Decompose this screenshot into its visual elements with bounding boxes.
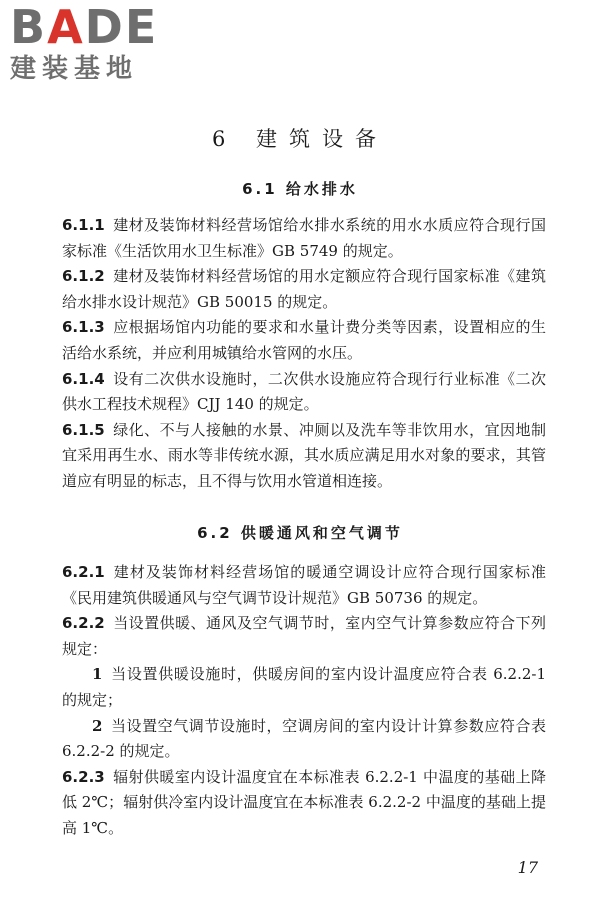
chapter-title: 6 建筑设备 xyxy=(211,127,389,151)
section-6-1-body xyxy=(62,213,546,495)
brand-logo xyxy=(10,0,180,84)
clause-6-1-5: 6.1.5 绿化、不与人接触的水景、冲厕以及洗车等非饮用水，宜因地制宜采用再生水、雨水等非传统水源，其水质应满足用水对象的要求，其管道应有明显的标志，且不得与饮用水管道相连接。 xyxy=(62,420,546,490)
clause-6-2-2-item-1: 1 当设置供暖设施时，供暖房间的室内设计温度应符合表 6.2.2-1 的规定； xyxy=(62,665,546,709)
section-title-6-1: 6.1 给水排水 xyxy=(242,180,358,198)
section-6-2-body xyxy=(62,560,546,842)
clause-6-2-1: 6.2.1 建材及装饰材料经营场馆的暖通空调设计应符合现行国家标准《民用建筑供暖通风与空气调节设计规范》GB 50736 的规定。 xyxy=(62,563,546,607)
clause-6-2-3: 6.2.3 辐射供暖室内设计温度宜在本标准表 6.2.2-1 中温度的基础上降低 2℃；辐射供冷室内设计温度宜在本标准表 6.2.2-2 中温度的基础上提高 1℃。 xyxy=(62,767,546,837)
section-title-6-2: 6.2 供暖通风和空气调节 xyxy=(197,524,403,542)
logo-mark: BADE xyxy=(10,0,159,54)
clause-6-1-2: 6.1.2 建材及装饰材料经营场馆的用水定额应符合现行国家标准《建筑给水排水设计规范》GB 50015 的规定。 xyxy=(62,267,546,311)
clause-6-1-4: 6.1.4 设有二次供水设施时，二次供水设施应符合现行行业标准《二次供水工程技术规程》CJJ 140 的规定。 xyxy=(62,369,546,414)
logo-subtitle: 建装基地 xyxy=(10,54,139,84)
clause-6-1-1: 6.1.1 建材及装饰材料经营场馆给水排水系统的用水水质应符合现行国家标准《生活饮用水卫生标准》GB 5749 的规定。 xyxy=(62,216,546,260)
clause-6-1-3: 6.1.3 应根据场馆内功能的要求和水量计费分类等因素，设置相应的生活给水系统，并应利用城镇给水管网的水压。 xyxy=(62,318,546,362)
clause-6-2-2: 6.2.2 当设置供暖、通风及空气调节时，室内空气计算参数应符合下列规定： xyxy=(62,614,546,658)
page-number: 17 xyxy=(517,858,538,877)
clause-6-2-2-item-2: 2 当设置空气调节设施时，空调房间的室内设计计算参数应符合表 6.2.2-2 的规定。 xyxy=(62,716,546,761)
